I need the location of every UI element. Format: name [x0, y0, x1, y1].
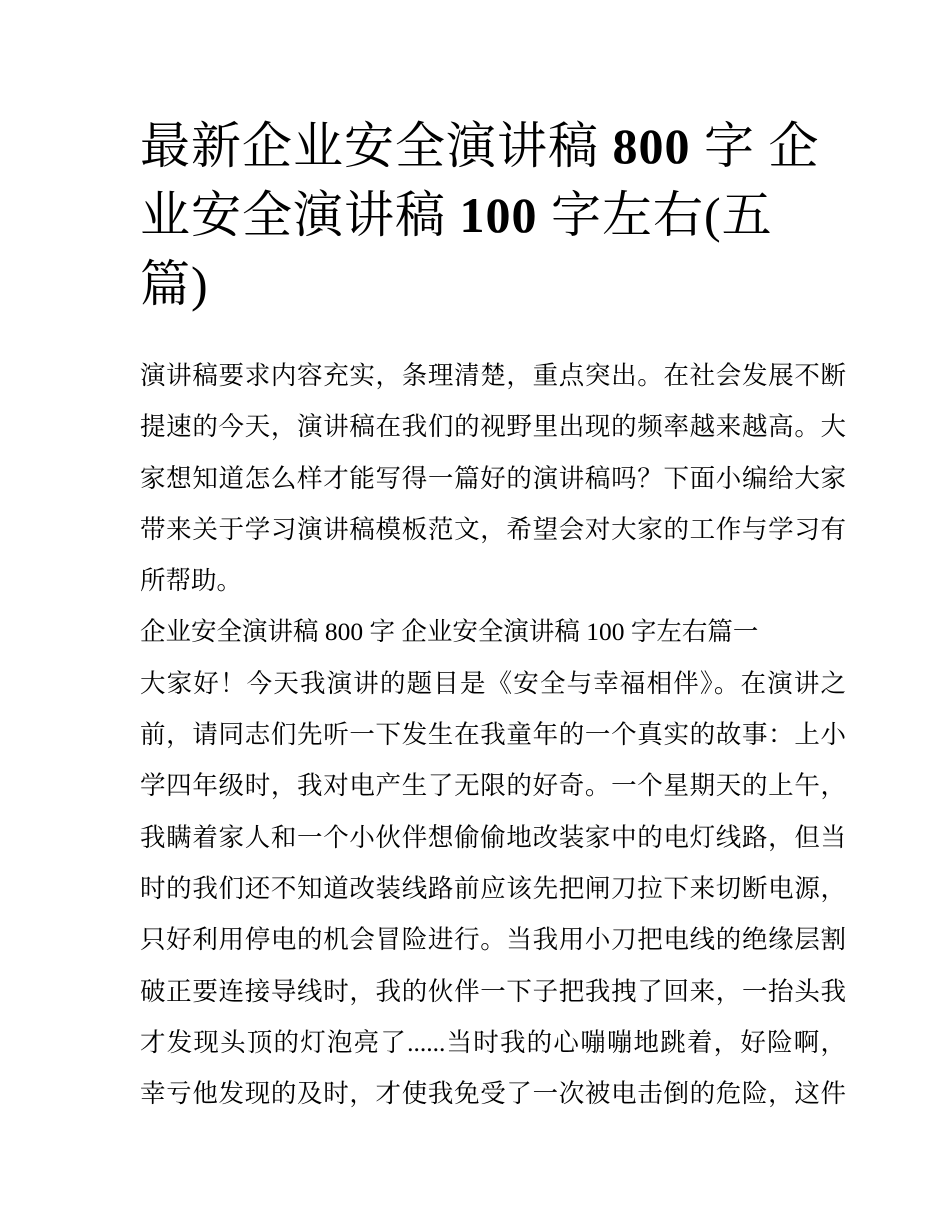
title-number-bold: 800 — [612, 118, 691, 174]
text-line: 才发现头顶的灯泡亮了......当时我的心嘣嘣地跳着，好险啊， — [140, 1027, 846, 1057]
text-line: 只好利用停电的机会冒险进行。当我用小刀把电线的绝缘层割 — [140, 925, 846, 955]
text-line: 破正要连接导线时，我的伙伴一下子把我拽了回来，一抬头我 — [140, 976, 846, 1006]
text-line: 带来关于学习演讲稿模板范文，希望会对大家的工作与学习有 — [140, 514, 846, 544]
paragraph-intro — [140, 350, 846, 606]
text-line: 我瞒着家人和一个小伙伴想偷偷地改装家中的电灯线路，但当 — [140, 822, 846, 852]
text-line: 企业安全演讲稿 800 字 企业安全演讲稿 100 字左右篇一 — [140, 617, 759, 647]
paragraph-speech-body — [140, 658, 846, 1120]
title-number-bold: 100 — [459, 187, 538, 243]
text-line: 大家好！今天我演讲的题目是《安全与幸福相伴》。在演讲之 — [140, 668, 846, 698]
text-line: 提速的今天，演讲稿在我们的视野里出现的频率越来越高。大 — [140, 412, 846, 442]
title-text: 字左右(五 — [537, 187, 773, 243]
text-line: 演讲稿要求内容充实，条理清楚，重点突出。在社会发展不断 — [140, 361, 846, 390]
text-line: 家想知道怎么样才能写得一篇好的演讲稿吗？下面小编给大家 — [140, 463, 846, 493]
text-line: 幸亏他发现的及时，才使我免受了一次被电击倒的危险，这件 — [140, 1079, 846, 1109]
document-title — [140, 112, 856, 319]
title-text: 最新企业安全演讲稿 — [140, 118, 613, 174]
title-line — [140, 112, 856, 181]
text-line: 所帮助。 — [140, 566, 243, 596]
title-line — [140, 181, 856, 250]
title-text: 业安全演讲稿 — [140, 187, 460, 243]
title-line — [140, 250, 856, 319]
text-line: 时的我们还不知道改装线路前应该先把闸刀拉下来切断电源， — [140, 873, 846, 903]
title-text: 篇) — [140, 256, 209, 312]
document-body — [140, 350, 846, 1119]
text-line: 学四年级时，我对电产生了无限的好奇。一个星期天的上午， — [140, 771, 846, 801]
paragraph-section-heading — [140, 606, 846, 657]
text-line: 前，请同志们先听一下发生在我童年的一个真实的故事：上小 — [140, 720, 846, 750]
title-text: 字 企 — [690, 118, 820, 174]
